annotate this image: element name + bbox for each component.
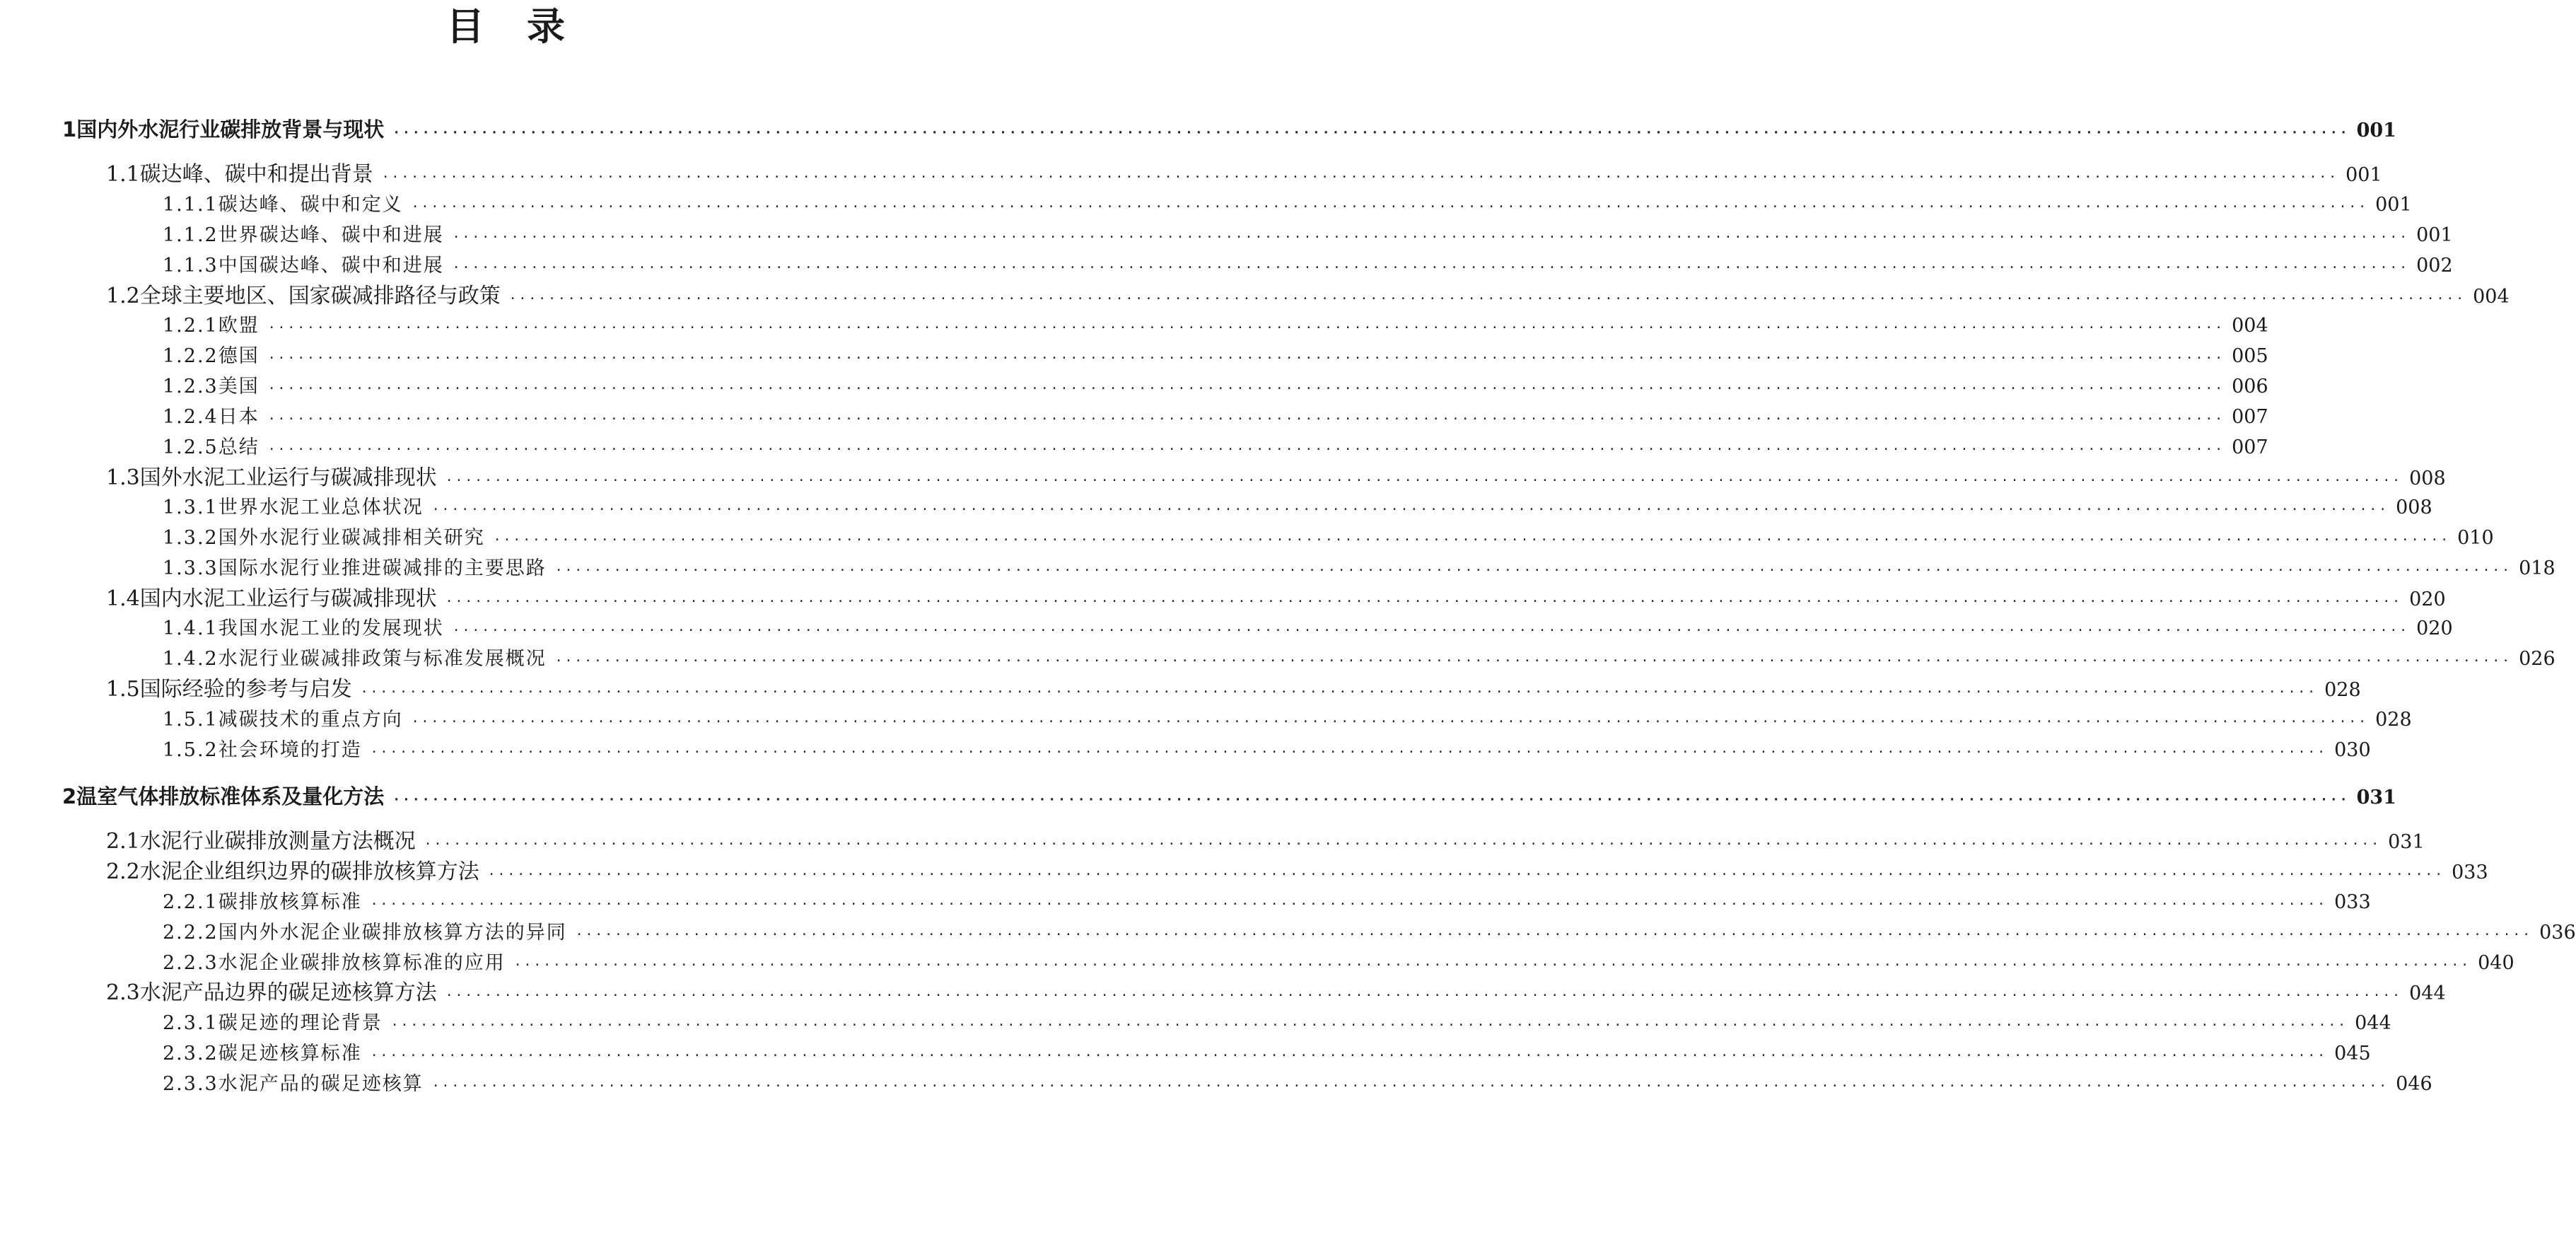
toc-leader-dots: ········································································································································································································ xyxy=(370,745,2328,760)
toc-entry-page: 006 xyxy=(2232,376,2268,398)
toc-entry-page: 005 xyxy=(2232,345,2268,367)
toc-entry-page: 036 xyxy=(2539,922,2576,944)
toc-entry-title: 水泥产品边界的碳足迹核算方法 xyxy=(139,980,437,1005)
toc-leader-dots: ········································································································································································································ xyxy=(267,442,2225,457)
toc-entry-number: 1 xyxy=(62,117,77,141)
toc-entry-page: 046 xyxy=(2396,1073,2432,1095)
toc-entry-sub[interactable] xyxy=(163,888,2371,917)
toc-leader-dots: ········································································································································································································ xyxy=(411,199,2369,214)
toc-entry-number: 1.3.2 xyxy=(163,527,218,549)
toc-leader-dots: ········································································································································································································ xyxy=(411,714,2369,729)
toc-leader-dots: ········································································································································································································ xyxy=(445,594,2403,609)
toc-leader-dots: ········································································································································································································ xyxy=(370,897,2328,912)
toc-entry-number: 1.1 xyxy=(106,162,140,187)
toc-entry-number: 2.3.3 xyxy=(163,1073,218,1095)
toc-entry-number: 2 xyxy=(62,784,77,808)
toc-leader-dots: ········································································································································································································ xyxy=(431,502,2389,517)
toc-entry-page: 004 xyxy=(2473,286,2510,308)
toc-entry-sub[interactable] xyxy=(163,555,2555,583)
toc-entry-sub[interactable] xyxy=(163,252,2453,280)
title-char-2: 录 xyxy=(527,4,565,49)
toc-leader-dots: ········································································································································································································ xyxy=(554,563,2512,578)
toc-entry-page: 004 xyxy=(2232,315,2268,337)
toc-entry-number: 2.2.1 xyxy=(163,891,218,913)
toc-entry-sub[interactable] xyxy=(163,434,2268,462)
toc-entry-number: 2.2 xyxy=(106,859,140,884)
toc-entry-number: 1.5.1 xyxy=(163,709,218,731)
toc-entry-number: 1.3.3 xyxy=(163,557,218,579)
toc-leader-dots: ········································································································································································································ xyxy=(431,1079,2389,1094)
toc-entry-number: 1.2.5 xyxy=(163,436,218,458)
toc-entry-page: 010 xyxy=(2457,527,2494,549)
toc-entry-page: 018 xyxy=(2519,557,2555,579)
toc-entry-number: 1.3 xyxy=(106,465,140,490)
toc-entry-title: 减碳技术的重点方向 xyxy=(218,709,403,731)
toc-leader-dots: ········································································································································································································ xyxy=(392,792,2350,807)
toc-entry-page: 031 xyxy=(2356,787,2396,808)
toc-entry-title: 水泥企业碳排放核算标准的应用 xyxy=(218,952,506,974)
toc-entry-number: 2.1 xyxy=(106,829,140,854)
toc-entry-page: 002 xyxy=(2416,255,2453,277)
toc-entry-number: 1.2 xyxy=(106,284,140,308)
toc-entry-sub[interactable] xyxy=(163,494,2432,522)
toc-leader-dots: ········································································································································································································ xyxy=(390,1018,2348,1033)
toc-entry-sub[interactable] xyxy=(163,919,2576,947)
toc-entry-title: 国际经验的参考与启发 xyxy=(139,677,352,702)
toc-entry-chapter[interactable] xyxy=(62,115,2396,144)
toc-entry-title: 日本 xyxy=(218,406,260,428)
toc-leader-dots: ········································································································································································································ xyxy=(267,351,2225,366)
toc-entry-title: 国际水泥行业推进碳减排的主要思路 xyxy=(218,557,547,579)
toc-entry-number: 1.5.2 xyxy=(163,739,218,761)
toc-entry-title: 美国 xyxy=(218,376,260,398)
toc-entry-title: 全球主要地区、国家碳减排路径与政策 xyxy=(139,284,501,308)
toc-entry-chapter[interactable] xyxy=(62,782,2396,811)
toc-leader-dots: ········································································································································································································ xyxy=(452,623,2410,638)
toc-leader-dots: ········································································································································································································ xyxy=(493,533,2451,547)
toc-entry-page: 020 xyxy=(2416,618,2453,639)
toc-entry-number: 2.3.2 xyxy=(163,1043,218,1065)
toc-leader-dots: ········································································································································································································ xyxy=(508,291,2466,306)
toc-entry-sub[interactable] xyxy=(163,736,2371,765)
toc-entry-page: 008 xyxy=(2396,497,2432,518)
toc-entry-number: 1.1.1 xyxy=(163,194,218,216)
toc-entry-title: 社会环境的打造 xyxy=(218,739,362,761)
toc-entry-title: 欧盟 xyxy=(218,315,260,337)
toc-entry-number: 1.2.1 xyxy=(163,315,218,337)
toc-entry-page: 007 xyxy=(2232,436,2268,458)
toc-entry-section[interactable] xyxy=(106,464,2446,492)
toc-entry-page: 030 xyxy=(2334,739,2371,761)
toc-entry-title: 水泥行业碳减排政策与标准发展概况 xyxy=(218,648,547,670)
toc-entry-title: 温室气体排放标准体系及量化方法 xyxy=(76,784,385,808)
toc-entry-page: 008 xyxy=(2409,468,2446,489)
toc-entry-title: 世界碳达峰、碳中和进展 xyxy=(218,224,444,246)
toc-entry-sub[interactable] xyxy=(163,615,2453,643)
toc-entry-title: 我国水泥工业的发展现状 xyxy=(218,618,444,639)
toc-entry-sub[interactable] xyxy=(163,221,2453,250)
toc-entry-sub[interactable] xyxy=(163,524,2494,552)
toc-entry-page: 001 xyxy=(2345,164,2382,186)
toc-leader-dots: ········································································································································································································ xyxy=(267,381,2225,396)
toc-entry-sub[interactable] xyxy=(163,191,2412,219)
toc-entry-sub[interactable] xyxy=(163,1009,2391,1038)
toc-entry-sub[interactable] xyxy=(163,342,2268,371)
toc-entry-number: 2.3.1 xyxy=(163,1012,218,1034)
toc-entry-number: 1.2.3 xyxy=(163,376,218,398)
toc-entry-number: 1.2.2 xyxy=(163,345,218,367)
toc-entry-page: 028 xyxy=(2324,679,2361,701)
toc-entry-page: 028 xyxy=(2375,709,2412,731)
toc-entry-title: 水泥企业组织边界的碳排放核算方法 xyxy=(139,859,479,884)
toc-entry-section[interactable] xyxy=(106,161,2382,189)
toc-entry-page: 001 xyxy=(2375,194,2412,216)
toc-leader-dots: ········································································································································································································ xyxy=(381,170,2339,185)
toc-leader-dots: ········································································································································································································ xyxy=(445,988,2403,1003)
toc-entry-title: 国内水泥工业运行与碳减排现状 xyxy=(139,586,437,611)
toc-entry-sub[interactable] xyxy=(163,645,2555,673)
toc-entry-title: 国外水泥工业运行与碳减排现状 xyxy=(139,465,437,490)
toc-leader-dots: ········································································································································································································ xyxy=(392,125,2350,140)
toc-entry-title: 碳达峰、碳中和提出背景 xyxy=(139,162,373,187)
toc-entry-page: 045 xyxy=(2334,1043,2371,1065)
toc-entry-title: 碳达峰、碳中和定义 xyxy=(218,194,403,216)
toc-entry-number: 1.4.1 xyxy=(163,618,218,639)
toc-leader-dots: ········································································································································································································ xyxy=(424,837,2382,852)
toc-leader-dots: ········································································································································································································ xyxy=(513,958,2471,973)
toc-entry-title: 碳足迹核算标准 xyxy=(218,1043,362,1065)
toc-entry-title: 总结 xyxy=(218,436,260,458)
toc-entry-title: 水泥产品的碳足迹核算 xyxy=(218,1073,424,1095)
toc-entry-title: 国内外水泥行业碳排放背景与现状 xyxy=(76,117,385,141)
toc-entry-page: 001 xyxy=(2416,224,2453,246)
toc-entry-page: 033 xyxy=(2334,891,2371,913)
toc-entry-page: 020 xyxy=(2409,588,2446,610)
toc-entry-section[interactable] xyxy=(106,858,2488,886)
toc-entry-number: 1.1.2 xyxy=(163,224,218,246)
toc-entry-sub[interactable] xyxy=(163,949,2514,978)
toc-entry-page: 033 xyxy=(2452,862,2488,883)
toc-entry-number: 2.3 xyxy=(106,980,140,1005)
toc-entry-sub[interactable] xyxy=(163,1040,2371,1068)
toc-entry-section[interactable] xyxy=(106,282,2510,311)
toc-entry-page: 040 xyxy=(2478,952,2514,974)
toc-entry-title: 德国 xyxy=(218,345,260,367)
toc-entry-page: 044 xyxy=(2355,1012,2391,1034)
toc-entry-page: 044 xyxy=(2409,982,2446,1004)
toc-leader-dots: ········································································································································································································ xyxy=(360,685,2318,700)
toc-leader-dots: ········································································································································································································ xyxy=(452,230,2410,245)
toc-entry-section[interactable] xyxy=(106,828,2425,856)
toc-leader-dots: ········································································································································································································ xyxy=(487,867,2445,882)
toc-entry-title: 水泥行业碳排放测量方法概况 xyxy=(139,829,416,854)
page-title xyxy=(0,1,1011,52)
toc-leader-dots: ········································································································································································································ xyxy=(267,412,2225,427)
toc-entry-sub[interactable] xyxy=(163,1070,2432,1098)
toc-entry-sub[interactable] xyxy=(163,706,2412,734)
toc-entry-title: 碳足迹的理论背景 xyxy=(218,1012,383,1034)
toc-entry-title: 碳排放核算标准 xyxy=(218,891,362,913)
toc-entry-sub[interactable] xyxy=(163,312,2268,340)
toc-entry-sub[interactable] xyxy=(163,373,2268,401)
toc-leader-dots: ········································································································································································································ xyxy=(554,654,2512,668)
toc-entry-number: 1.5 xyxy=(106,677,140,702)
toc-leader-dots: ········································································································································································································ xyxy=(575,927,2533,942)
toc-entry-number: 2.2.2 xyxy=(163,922,218,944)
toc-entry-section[interactable] xyxy=(106,979,2446,1007)
toc-leader-dots: ········································································································································································································ xyxy=(370,1048,2328,1063)
toc-entry-number: 1.1.3 xyxy=(163,255,218,277)
title-char-1: 目 xyxy=(446,4,484,49)
toc-leader-dots: ········································································································································································································ xyxy=(452,260,2410,275)
toc-entry-section[interactable] xyxy=(106,676,2361,704)
toc-entry-sub[interactable] xyxy=(163,403,2268,431)
toc-entry-title: 世界水泥工业总体状况 xyxy=(218,497,424,518)
toc-entry-title: 国外水泥行业碳减排相关研究 xyxy=(218,527,485,549)
toc-entry-page: 026 xyxy=(2519,648,2555,670)
toc-leader-dots: ········································································································································································································ xyxy=(267,320,2225,335)
toc-entry-page: 007 xyxy=(2232,406,2268,428)
toc-entry-title: 国内外水泥企业碳排放核算方法的异同 xyxy=(218,922,567,944)
toc-entry-number: 1.4.2 xyxy=(163,648,218,670)
toc-entry-number: 2.2.3 xyxy=(163,952,218,974)
toc-entry-number: 1.3.1 xyxy=(163,497,218,518)
toc-entry-number: 1.2.4 xyxy=(163,406,218,428)
toc-entry-number: 1.4 xyxy=(106,586,140,611)
toc-entry-page: 031 xyxy=(2388,831,2425,853)
toc-leader-dots: ········································································································································································································ xyxy=(445,473,2403,488)
toc-entry-page: 001 xyxy=(2356,120,2396,141)
toc-entry-title: 中国碳达峰、碳中和进展 xyxy=(218,255,444,277)
toc-entry-section[interactable] xyxy=(106,585,2446,613)
